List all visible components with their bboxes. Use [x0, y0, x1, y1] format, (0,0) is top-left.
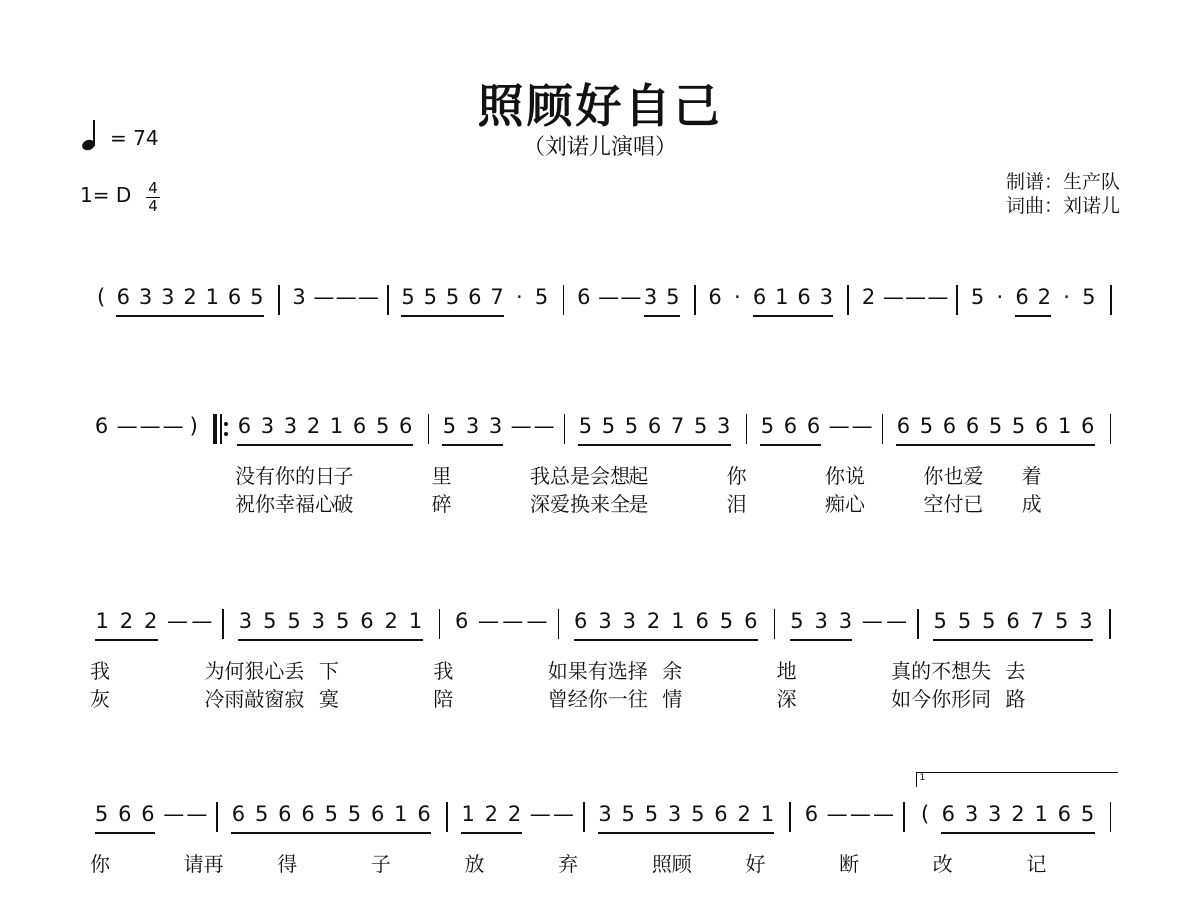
note-numeral: 3	[964, 802, 979, 826]
lyric-verse-1: 地	[776, 659, 797, 683]
dash-extension: —	[873, 802, 895, 826]
note-numeral: 5	[1011, 414, 1026, 438]
note-numeral: 5	[601, 414, 616, 438]
lyric-verse-1: 我	[433, 659, 454, 683]
note-numeral: 1	[1058, 414, 1072, 438]
note-numeral: 6	[360, 609, 374, 633]
note-numeral: 5	[760, 414, 775, 438]
note-numeral: 1	[775, 285, 789, 309]
note-numeral: 3	[465, 414, 480, 438]
note-numeral: 5	[957, 609, 972, 633]
rhythm-underline	[401, 315, 504, 317]
rhythm-underline	[116, 315, 263, 317]
barline	[746, 414, 748, 444]
note-numeral: 2	[861, 285, 876, 309]
note-numeral: 3	[988, 802, 1002, 826]
lyric-verse-1: 我	[90, 659, 110, 683]
note-numeral: 5	[1055, 609, 1069, 633]
lyric-verse-2: 路	[1005, 687, 1026, 711]
rhythm-underline	[237, 444, 412, 446]
note-numeral: 6	[941, 802, 956, 826]
note-numeral: 5	[401, 285, 415, 309]
note-numeral: 1	[671, 609, 685, 633]
note-numeral: 6	[118, 802, 132, 826]
note-numeral: 6	[141, 802, 155, 826]
lyric-verse-1: 请再	[183, 852, 224, 876]
barline	[956, 285, 958, 315]
note-numeral: 5	[1082, 285, 1096, 309]
dash-extension: —	[116, 414, 138, 438]
barline	[1110, 285, 1112, 315]
song-subtitle: （刘诺儿演唱）	[522, 135, 677, 160]
key-signature: 1= D	[80, 183, 132, 207]
dash-extension: —	[828, 414, 850, 438]
dash-extension: —	[882, 285, 904, 309]
lyric-verse-1: 子	[333, 464, 354, 488]
barline	[446, 802, 448, 832]
note-numeral: 5	[919, 414, 934, 438]
note-numeral: 6	[797, 285, 811, 309]
note-numeral: 6	[752, 285, 767, 309]
dotted-rhythm: ·	[734, 285, 741, 309]
lyric-verse-1: 好	[745, 852, 766, 876]
rhythm-underline	[1015, 315, 1051, 317]
note-numeral: 3	[283, 414, 298, 438]
note-numeral: 6	[231, 802, 246, 826]
note-numeral: 3	[814, 609, 828, 633]
lyric-verse-2: 痴心	[825, 492, 865, 516]
lyric-verse-2: 深	[776, 687, 797, 711]
note-numeral: 5	[719, 609, 734, 633]
note-numeral: 6	[301, 802, 315, 826]
song-title: 照顾好自己	[477, 79, 723, 133]
rhythm-underline	[231, 832, 431, 834]
dotted-rhythm: ·	[516, 285, 523, 309]
barline	[789, 802, 791, 832]
lyric-verse-1: 改	[932, 852, 953, 876]
dash-extension: —	[849, 802, 871, 826]
note-numeral: 5	[578, 414, 593, 438]
lyric-verse-2: 寞	[318, 687, 339, 711]
lyric-verse-2: 如今你形同	[891, 687, 992, 711]
dash-extension: —	[526, 609, 548, 633]
repeat-dot	[224, 422, 228, 426]
lyric-verse-1: 你说	[825, 464, 865, 488]
lyric-verse-1: 余	[662, 659, 683, 683]
credit-score: 制谱：生产队	[1005, 171, 1120, 193]
dotted-rhythm: ·	[996, 285, 1004, 309]
note-numeral: 5	[693, 414, 708, 438]
note-numeral: 2	[507, 802, 522, 826]
repeat-dot	[224, 432, 228, 436]
note-numeral: 6	[370, 802, 385, 826]
lyric-verse-1: 我总是会想	[530, 464, 630, 488]
repeat-start-barline	[213, 414, 217, 444]
note-numeral: 6	[116, 285, 131, 309]
note-numeral: 3	[598, 609, 612, 633]
lyric-verse-1: 你	[726, 464, 747, 488]
lyric-verse-1: 着	[1021, 464, 1042, 488]
score-line	[90, 607, 1120, 727]
lyric-verse-1: 如果有选择	[547, 659, 648, 683]
note-numeral: 1	[1034, 802, 1048, 826]
rhythm-underline	[461, 832, 521, 834]
barline	[1110, 802, 1112, 832]
note-numeral: 5	[1080, 802, 1095, 826]
note-numeral: 6	[804, 802, 819, 826]
lyric-verse-1: 为何狠心丢	[204, 659, 305, 683]
note-numeral: 7	[490, 285, 504, 309]
note-numeral: 5	[442, 414, 457, 438]
note-numeral: 5	[790, 609, 804, 633]
dash-extension: —	[861, 609, 883, 633]
lyric-verse-2: 空付已	[923, 492, 984, 516]
note-numeral: 3	[1079, 609, 1093, 633]
dash-extension: —	[191, 609, 213, 633]
dash-extension: —	[162, 414, 184, 438]
dash-extension: —	[533, 414, 555, 438]
note-numeral: 3	[667, 802, 682, 826]
score-line	[90, 412, 1120, 532]
dash-extension: —	[620, 285, 642, 309]
note-numeral: 5	[982, 609, 996, 633]
note-numeral: 5	[263, 609, 277, 633]
lyric-verse-1: 起	[628, 464, 649, 488]
dash-extension: —	[477, 609, 499, 633]
note-numeral: 6	[896, 414, 911, 438]
barline	[847, 285, 849, 315]
note-numeral: 3	[238, 609, 253, 633]
dash-extension: —	[552, 802, 574, 826]
barline	[774, 609, 776, 639]
lyric-verse-1: 里	[431, 464, 452, 488]
dash-extension: —	[851, 414, 873, 438]
score-line	[90, 283, 1120, 403]
note-numeral: (	[97, 285, 106, 309]
note-numeral: 6	[1034, 414, 1049, 438]
dash-extension: —	[905, 285, 927, 309]
note-numeral: 5	[970, 285, 985, 309]
dash-extension: —	[163, 802, 185, 826]
rhythm-underline	[598, 832, 774, 834]
barline	[1110, 414, 1112, 444]
lyric-verse-1: 放	[464, 852, 485, 876]
barline	[564, 414, 566, 444]
note-numeral: 5	[335, 609, 350, 633]
note-numeral: 5	[375, 414, 390, 438]
note-numeral: 7	[1030, 609, 1045, 633]
note-numeral: )	[189, 414, 198, 438]
barline	[694, 285, 696, 315]
lyric-verse-1: 你	[90, 852, 110, 876]
dash-extension: —	[186, 802, 208, 826]
lyric-verse-2: 泪	[726, 492, 747, 516]
lyric-verse-1: 断	[839, 852, 860, 876]
note-numeral: 6	[744, 609, 758, 633]
note-numeral: 2	[384, 609, 398, 633]
note-numeral: 6	[1057, 802, 1071, 826]
note-numeral: 6	[1081, 414, 1095, 438]
lyric-verse-2: 灰	[90, 687, 110, 711]
lyric-verse-1: 弃	[558, 852, 579, 876]
credits	[1006, 170, 1120, 218]
note-numeral: 6	[695, 609, 709, 633]
lyric-verse-2: 碎	[431, 492, 452, 516]
note-numeral: 6	[454, 609, 469, 633]
note-numeral: 3	[622, 609, 636, 633]
rhythm-underline	[760, 444, 820, 446]
tempo-marking	[82, 120, 159, 150]
barline	[563, 285, 565, 315]
note-numeral: 6	[417, 802, 431, 826]
dash-extension: —	[886, 609, 908, 633]
dash-extension: —	[167, 609, 189, 633]
rhythm-underline	[896, 444, 1094, 446]
note-numeral: 5	[287, 609, 301, 633]
note-numeral: 6	[965, 414, 980, 438]
dotted-rhythm: ·	[1063, 285, 1070, 309]
lyric-verse-1: 没有你的日	[235, 464, 335, 488]
note-numeral: 3	[838, 609, 853, 633]
rhythm-underline	[941, 832, 1094, 834]
lyric-verse-2: 祝你幸福心	[235, 492, 335, 516]
note-numeral: 5	[621, 802, 635, 826]
note-numeral: 1	[461, 802, 475, 826]
note-numeral: 3	[819, 285, 834, 309]
rhythm-underline	[933, 639, 1093, 641]
rhythm-underline	[238, 639, 422, 641]
lyric-verse-2: 情	[662, 687, 683, 711]
barline	[428, 414, 430, 444]
note-numeral: 7	[670, 414, 685, 438]
note-numeral: 5	[254, 802, 269, 826]
note-numeral: 2	[646, 609, 661, 633]
note-numeral: 2	[484, 802, 499, 826]
barline	[583, 802, 585, 832]
note-numeral: 1	[95, 609, 109, 633]
repeat-start-thin	[220, 414, 222, 444]
tempo-value: = 74	[110, 126, 159, 150]
note-numeral: 5	[666, 285, 680, 309]
rhythm-underline	[442, 444, 502, 446]
barline	[216, 802, 218, 832]
note-numeral: 2	[183, 285, 197, 309]
note-numeral: 5	[534, 285, 549, 309]
note-numeral: 6	[806, 414, 821, 438]
note-numeral: 6	[1006, 609, 1020, 633]
rhythm-underline	[95, 832, 155, 834]
note-numeral: 5	[933, 609, 947, 633]
note-numeral: 5	[94, 802, 109, 826]
note-numeral: 3	[716, 414, 731, 438]
note-numeral: 6	[1015, 285, 1029, 309]
barline	[1109, 609, 1111, 639]
rhythm-underline	[644, 315, 680, 317]
note-numeral: 3	[292, 285, 306, 309]
note-numeral: 1	[760, 802, 775, 826]
dash-extension: —	[598, 285, 620, 309]
time-signature-bottom: 4	[148, 197, 158, 215]
note-numeral: 5	[988, 414, 1003, 438]
note-numeral: 6	[227, 285, 242, 309]
barline	[387, 285, 389, 315]
note-numeral: 6	[574, 609, 588, 633]
note-numeral: 2	[737, 802, 751, 826]
time-signature-top: 4	[148, 179, 158, 197]
dash-extension: —	[510, 414, 532, 438]
lyric-verse-2: 冷雨敲窗寂	[204, 687, 305, 711]
barline	[439, 609, 441, 639]
note-numeral: 6	[278, 802, 292, 826]
rhythm-underline	[574, 639, 758, 641]
note-numeral: 6	[714, 802, 728, 826]
barline	[278, 285, 280, 315]
note-numeral: 5	[423, 285, 438, 309]
lyric-verse-1: 记	[1026, 852, 1047, 876]
lyric-verse-2: 成	[1021, 492, 1042, 516]
note-numeral: 2	[119, 609, 134, 633]
note-numeral: 6	[783, 414, 798, 438]
lyric-verse-1: 得	[277, 852, 298, 876]
note-numeral: 3	[488, 414, 503, 438]
note-numeral: 3	[161, 285, 175, 309]
dash-extension: —	[313, 285, 335, 309]
note-numeral: 5	[347, 802, 362, 826]
lyric-verse-1: 你也爱	[923, 464, 984, 488]
note-numeral: 3	[138, 285, 153, 309]
note-numeral: 1	[205, 285, 220, 309]
barline	[903, 802, 905, 832]
rhythm-underline	[95, 639, 158, 641]
lyric-verse-1: 子	[370, 852, 391, 876]
score-line	[90, 773, 1120, 920]
note-numeral: 5	[324, 802, 338, 826]
note-numeral: 3	[598, 802, 612, 826]
lyric-verse-1: 照顾	[651, 852, 692, 876]
lyric-verse-2: 是	[628, 492, 649, 516]
barline	[222, 609, 224, 639]
note-numeral: 3	[643, 285, 658, 309]
note-numeral: 6	[708, 285, 722, 309]
lyric-verse-2: 陪	[433, 687, 454, 711]
note-numeral: 6	[398, 414, 413, 438]
barline	[882, 414, 884, 444]
dash-extension: —	[826, 802, 848, 826]
note-numeral: 3	[260, 414, 275, 438]
time-signature	[146, 181, 160, 214]
rhythm-underline	[753, 315, 834, 317]
note-numeral: 5	[445, 285, 460, 309]
dash-extension: —	[139, 414, 161, 438]
note-numeral: 6	[647, 414, 662, 438]
note-numeral: 1	[394, 802, 408, 826]
note-numeral: 5	[624, 414, 639, 438]
note-numeral: 5	[250, 285, 264, 309]
note-numeral: 2	[1037, 285, 1052, 309]
barline	[917, 609, 919, 639]
dash-extension: —	[357, 285, 379, 309]
note-numeral: 6	[942, 414, 957, 438]
note-numeral: 6	[468, 285, 482, 309]
dash-extension: —	[529, 802, 551, 826]
note-numeral: 2	[144, 609, 158, 633]
lyric-verse-2: 深爱换来全	[530, 492, 630, 516]
volta-bracket: 1	[916, 772, 1118, 787]
note-numeral: 1	[408, 609, 423, 633]
note-numeral: 3	[311, 609, 326, 633]
note-numeral: 6	[237, 414, 252, 438]
note-numeral: 2	[1011, 802, 1025, 826]
note-numeral: 5	[691, 802, 705, 826]
dash-extension: —	[335, 285, 357, 309]
credit-words: 词曲：刘诺儿	[1005, 195, 1120, 217]
dash-extension: —	[502, 609, 524, 633]
note-numeral: 5	[644, 802, 659, 826]
lyric-verse-1: 真的不想失	[891, 659, 992, 683]
rhythm-underline	[578, 444, 730, 446]
rhythm-underline	[790, 639, 853, 641]
lyric-verse-1: 下	[318, 659, 339, 683]
note-numeral: (	[921, 802, 930, 826]
lyric-verse-2: 破	[333, 492, 354, 516]
dash-extension: —	[927, 285, 949, 309]
barline	[558, 609, 560, 639]
note-numeral: 6	[352, 414, 367, 438]
lyric-verse-1: 去	[1005, 659, 1026, 683]
note-numeral: 1	[329, 414, 344, 438]
lyric-verse-2: 曾经你一往	[547, 687, 648, 711]
note-numeral: 6	[94, 414, 109, 438]
quarter-note-icon	[82, 120, 96, 150]
note-numeral: 6	[577, 285, 591, 309]
note-numeral: 2	[306, 414, 321, 438]
